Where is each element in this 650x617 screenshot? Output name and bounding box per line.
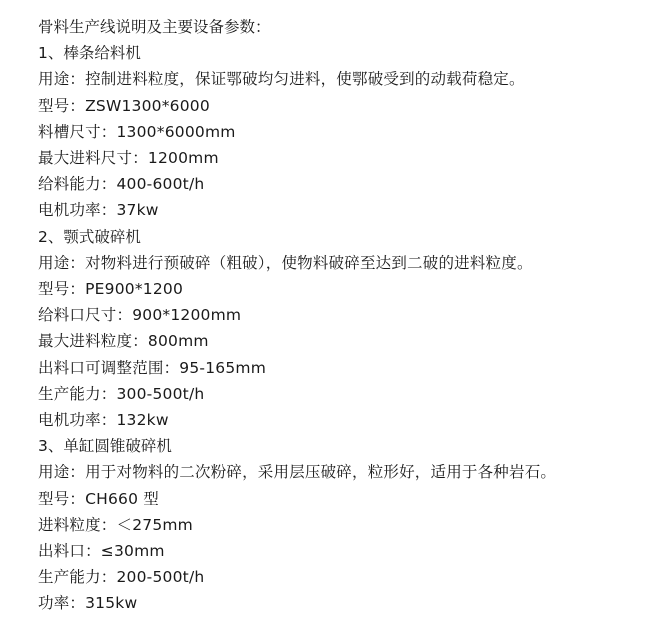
spec-line: 进料粒度：＜275mm	[38, 515, 193, 534]
spec-line: 生产能力：200-500t/h	[38, 568, 205, 587]
spec-line: 给料能力：400-600t/h	[38, 175, 205, 194]
spec-line: 用途：用于对物料的二次粉碎，采用层压破碎，粒形好，适用于各种岩石。	[38, 463, 557, 482]
spec-line: 最大进料粒度：800mm	[38, 332, 209, 351]
spec-line: 型号：PE900*1200	[38, 280, 184, 299]
section-feeder	[38, 40, 650, 223]
spec-line: 用途：控制进料粒度，保证鄂破均匀进料，使鄂破受到的动载荷稳定。	[38, 70, 525, 89]
page-title: 骨料生产线说明及主要设备参数：	[38, 18, 271, 36]
spec-line: 料槽尺寸：1300*6000mm	[38, 122, 236, 141]
section-jaw-crusher	[38, 224, 650, 434]
spec-line: 功率：315kw	[38, 594, 138, 613]
spec-line: 出料口可调整范围：95-165mm	[38, 358, 266, 377]
spec-line: 最大进料尺寸：1200mm	[38, 149, 219, 168]
spec-line: 电机功率：132kw	[38, 411, 169, 430]
spec-line: 用途：对物料进行预破碎（粗破），使物料破碎至达到二破的进料粒度。	[38, 253, 533, 272]
spec-line: 生产能力：300-500t/h	[38, 384, 205, 403]
spec-line: 型号：ZSW1300*6000	[38, 96, 210, 115]
spec-line: 型号：CH660 型	[38, 489, 159, 508]
spec-line: 给料口尺寸：900*1200mm	[38, 306, 242, 325]
spec-line: 出料口：≤30mm	[38, 542, 165, 561]
section-heading: 3、单缸圆锥破碎机	[38, 437, 172, 456]
section-heading: 2、颚式破碎机	[38, 227, 141, 246]
spec-line: 电机功率：37kw	[38, 201, 159, 220]
section-cone-crusher	[38, 433, 650, 616]
section-heading: 1、棒条给料机	[38, 44, 141, 63]
